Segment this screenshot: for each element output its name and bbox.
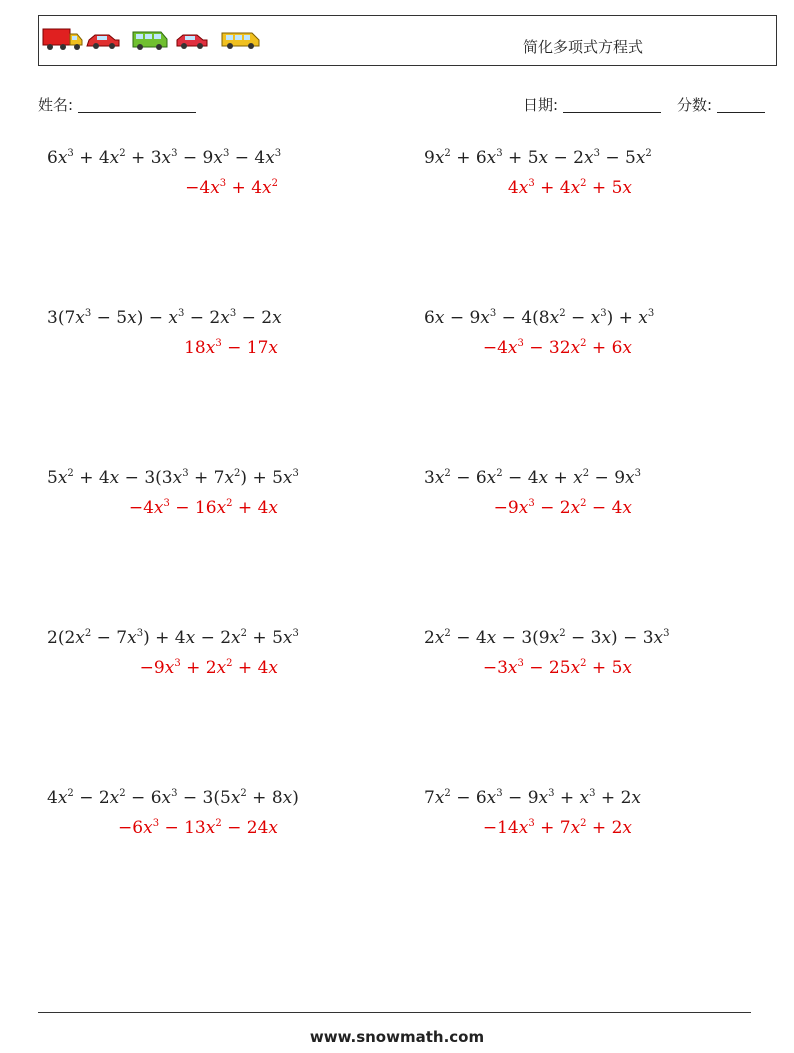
problem-answer: $-4x^3 - 16x^2 + 4x$ — [128, 498, 278, 518]
vehicle-logo — [42, 24, 277, 54]
name-field[interactable] — [38, 94, 196, 115]
red-car-icon — [87, 35, 119, 49]
problem-expression: $3(7x^3 - 5x) - x^3 - 2x^3 - 2x$ — [47, 308, 282, 328]
footer-divider — [38, 1012, 751, 1013]
date-field[interactable] — [523, 94, 661, 115]
problem-expression: $7x^2 - 6x^3 - 9x^3 + x^3 + 2x$ — [424, 788, 641, 808]
footer-website: www.snowmath.com — [309, 1028, 485, 1046]
score-field[interactable] — [677, 94, 765, 115]
worksheet-header — [38, 15, 777, 66]
score-blank[interactable] — [717, 112, 765, 113]
problem-expression: $2(2x^2 - 7x^3) + 4x - 2x^2 + 5x^3$ — [47, 628, 299, 648]
problem-expression: $4x^2 - 2x^2 - 6x^3 - 3(5x^2 + 8x)$ — [47, 788, 299, 808]
problem-answer: $-9x^3 + 2x^2 + 4x$ — [139, 658, 278, 678]
problem-expression: $2x^2 - 4x - 3(9x^2 - 3x) - 3x^3$ — [424, 628, 670, 648]
problem-answer: $4x^3 + 4x^2 + 5x$ — [507, 178, 632, 198]
yellow-van-icon — [222, 33, 259, 49]
problem-answer: $18x^3 - 17x$ — [184, 338, 278, 358]
date-label: 日期: — [523, 96, 559, 114]
problem-answer: $-3x^3 - 25x^2 + 5x$ — [482, 658, 632, 678]
problem-expression: $6x^3 + 4x^2 + 3x^3 - 9x^3 - 4x^3$ — [47, 148, 282, 168]
green-van-icon — [133, 32, 167, 50]
problem-expression: $3x^2 - 6x^2 - 4x + x^2 - 9x^3$ — [424, 468, 641, 488]
truck-icon — [43, 29, 82, 50]
problem-answer: $-4x^3 + 4x^2$ — [185, 178, 278, 198]
problem-expression: $9x^2 + 6x^3 + 5x - 2x^3 - 5x^2$ — [424, 148, 652, 168]
red-car-icon-2 — [177, 35, 207, 49]
score-label: 分数: — [677, 96, 713, 114]
problem-expression: $6x - 9x^3 - 4(8x^2 - x^3) + x^3$ — [424, 308, 655, 328]
name-blank[interactable] — [78, 112, 196, 113]
worksheet-title: 简化多项式方程式 — [523, 38, 644, 56]
name-label: 姓名: — [38, 96, 74, 114]
problem-answer: $-4x^3 - 32x^2 + 6x$ — [482, 338, 632, 358]
date-blank[interactable] — [563, 112, 661, 113]
problem-answer: $-14x^3 + 7x^2 + 2x$ — [482, 818, 632, 838]
problem-answer: $-9x^3 - 2x^2 - 4x$ — [493, 498, 632, 518]
problem-answer: $-6x^3 - 13x^2 - 24x$ — [118, 818, 278, 838]
problem-expression: $5x^2 + 4x - 3(3x^3 + 7x^2) + 5x^3$ — [47, 468, 299, 488]
